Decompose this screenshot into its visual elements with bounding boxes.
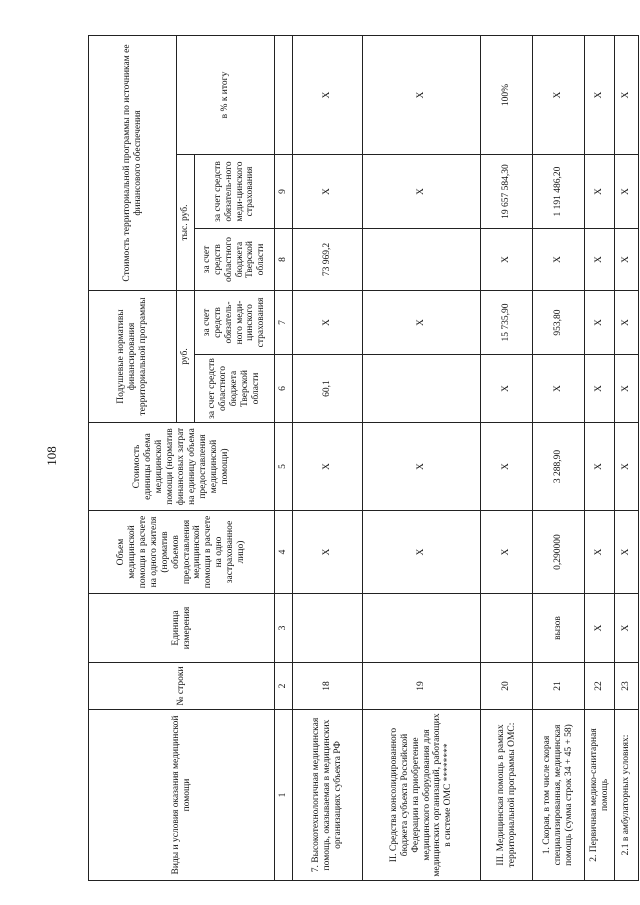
row-name: II. Средства консолидированного бюджета субъекта Российской Федерации на приобретение медицинского оборудования для медицинских организаций, работающих в системе ОМС ******** [363, 710, 481, 881]
row-norm-oms: X [615, 291, 639, 355]
row-cost: X [481, 423, 533, 511]
row-norm-budget: X [615, 355, 639, 423]
row-name: 2.1 в амбулаторных условиях: [615, 710, 639, 881]
row-norm-budget: X [533, 355, 585, 423]
row-cost-oms: X [615, 155, 639, 229]
row-norm-budget: X [585, 355, 615, 423]
header-cost-oms: за счет средств обязатель-ного меди-цинского страхования [195, 155, 275, 229]
row-cost-oms: 1 191 486,20 [533, 155, 585, 229]
row-cost-budget [363, 229, 481, 291]
row-name: 1. Скорая, в том числе скорая специализированная, медицинская помощь (сумма строк 34 + 45 + 58) [533, 710, 585, 881]
column-number: 1 [275, 710, 293, 881]
financing-table [88, 35, 639, 881]
row-cost-oms: X [293, 155, 363, 229]
row-cost: 3 288,90 [533, 423, 585, 511]
row-volume: X [293, 511, 363, 594]
row-percent: X [585, 36, 615, 155]
row-number: 23 [615, 663, 639, 710]
row-norm-oms: 15 735,90 [481, 291, 533, 355]
row-cost-oms: X [585, 155, 615, 229]
row-cost-budget: X [481, 229, 533, 291]
row-cost: X [615, 423, 639, 511]
row-norm-oms: X [293, 291, 363, 355]
header-norm-budget: за счет средств областного бюджета Тверской области [195, 355, 275, 423]
row-percent: X [615, 36, 639, 155]
row-percent: X [363, 36, 481, 155]
row-volume: 0,290000 [533, 511, 585, 594]
row-cost-oms: X [363, 155, 481, 229]
header-cost-budget: за счет средств областного бюджета Тверской области [195, 229, 275, 291]
row-percent: X [533, 36, 585, 155]
row-number: 21 [533, 663, 585, 710]
row-volume: X [585, 511, 615, 594]
row-norm-oms: X [585, 291, 615, 355]
header-row-no: № строки [89, 663, 275, 710]
row-norm-oms: X [363, 291, 481, 355]
table-row [533, 36, 585, 881]
row-percent: 100% [481, 36, 533, 155]
row-norm-budget: 60,1 [293, 355, 363, 423]
column-number: 8 [275, 229, 293, 291]
column-number [275, 36, 293, 155]
header-cost: Стоимость единицы объема медицинской помощи (норматив финансовых затрат на единицу объема предоставления медицинской помощи) [89, 423, 275, 511]
row-cost-oms: 19 657 584,30 [481, 155, 533, 229]
row-volume: X [615, 511, 639, 594]
column-number: 7 [275, 291, 293, 355]
column-number: 6 [275, 355, 293, 423]
row-norm-budget: X [481, 355, 533, 423]
row-number: 19 [363, 663, 481, 710]
row-percent: X [293, 36, 363, 155]
row-number: 18 [293, 663, 363, 710]
row-cost-budget: 73 969,2 [293, 229, 363, 291]
header-norm-oms: за счет средств обязатель-ного меди-цинского страхования [195, 291, 275, 355]
rotated-table-wrapper [88, 36, 632, 881]
page-number: 108 [44, 446, 59, 466]
row-name: III. Медицинская помощь в рамках территориальной программы ОМС: [481, 710, 533, 881]
table-row [293, 36, 363, 881]
row-number: 20 [481, 663, 533, 710]
row-volume: X [363, 511, 481, 594]
header-kinds: Виды и условия оказания медицинской помощи [89, 710, 275, 881]
table-row [363, 36, 481, 881]
column-number: 4 [275, 511, 293, 594]
header-percent: в % к итогу [177, 36, 275, 155]
row-cost-budget: X [533, 229, 585, 291]
header-unit-thousand-rub: тыс. руб. [177, 155, 195, 291]
row-cost: X [293, 423, 363, 511]
column-number: 9 [275, 155, 293, 229]
header-program-cost: Стоимость территориальной программы по источникам ее финансового обеспечения [89, 36, 177, 291]
table-row [615, 36, 639, 881]
table-row [585, 36, 615, 881]
row-cost-budget: X [615, 229, 639, 291]
column-number: 5 [275, 423, 293, 511]
header-norms: Подушевые нормативы финансирования территориальной программы [89, 291, 177, 423]
row-unit [363, 594, 481, 663]
table-row [481, 36, 533, 881]
header-unit-rub: руб. [177, 291, 195, 423]
row-unit: X [615, 594, 639, 663]
row-cost: X [585, 423, 615, 511]
row-cost: X [363, 423, 481, 511]
column-number: 2 [275, 663, 293, 710]
row-norm-oms: 953,80 [533, 291, 585, 355]
row-unit: вызов [533, 594, 585, 663]
row-norm-budget [363, 355, 481, 423]
header-volume: Объем медицинской помощи в расчете на одного жителя (норматив объемов предоставления медицинской помощи в расчете на одно застрахованное лицо) [89, 511, 275, 594]
column-number: 3 [275, 594, 293, 663]
row-unit [293, 594, 363, 663]
row-number: 22 [585, 663, 615, 710]
row-cost-budget: X [585, 229, 615, 291]
row-name: 7. Высокотехнологичная медицинская помощь, оказываемая в медицинских организациях субъекта РФ [293, 710, 363, 881]
row-name: 2. Первичная медико-санитарная помощь [585, 710, 615, 881]
row-unit [481, 594, 533, 663]
row-unit: X [585, 594, 615, 663]
row-volume: X [481, 511, 533, 594]
header-unit: Единица измерения [89, 594, 275, 663]
